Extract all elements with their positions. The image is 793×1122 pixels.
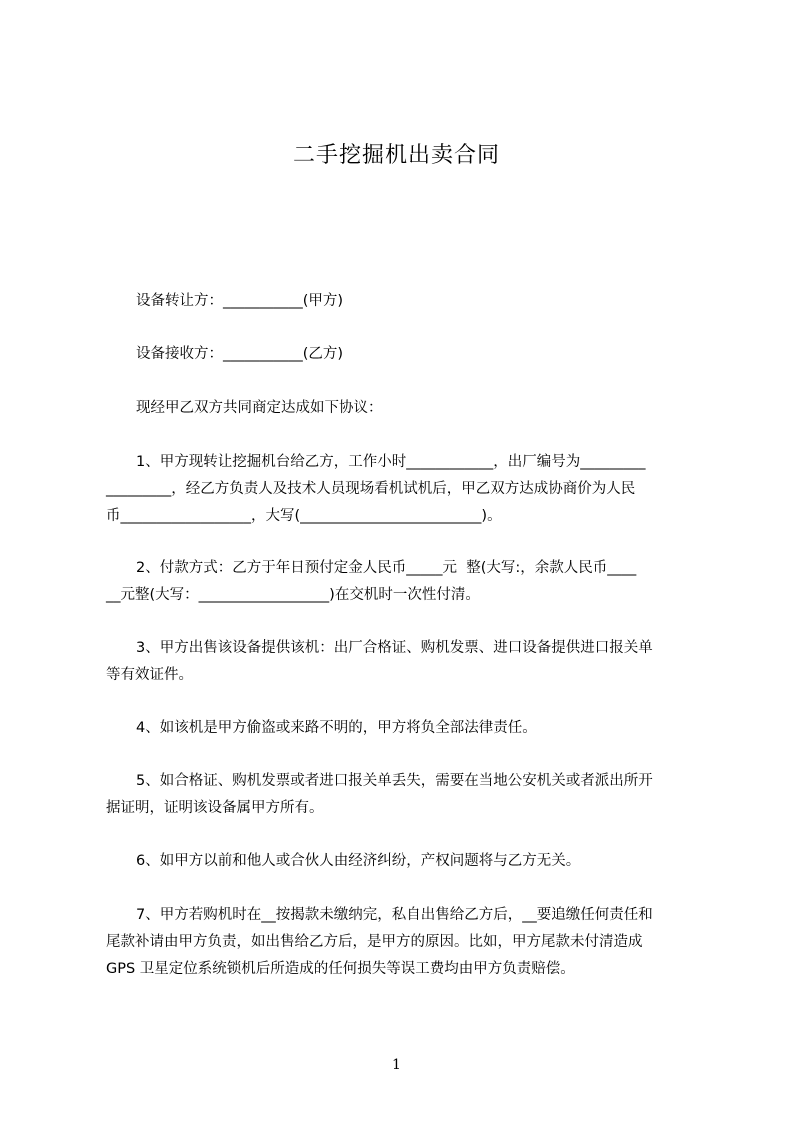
clause-1-line-2: _________，经乙方负责人及技术人员现场看机试机后，甲乙双方达成协商价为人民: [106, 481, 636, 497]
clause-4: 4、如该机是甲方偷盗或来路不明的，甲方将负全部法律责任。: [136, 720, 537, 736]
document-title: 二手挖掘机出卖合同: [292, 143, 500, 168]
clause-1-line-1: 1、甲方现转让挖掘机台给乙方，工作小时____________，出厂编号为_________: [136, 454, 646, 470]
clause-2-line-2: __元整(大写：__________________)在交机时一次性付清。: [106, 587, 480, 603]
transferor-line: 设备转让方：___________(甲方): [136, 293, 344, 309]
clause-5-line-2: 据证明，证明该设备属甲方所有。: [106, 800, 324, 816]
page-number: 1: [392, 1057, 401, 1073]
agreement-intro: 现经甲乙双方共同商定达成如下协议：: [136, 400, 383, 416]
clause-6: 6、如甲方以前和他人或合伙人由经济纠纷，产权问题将与乙方无关。: [136, 853, 581, 869]
clause-7-line-2: 尾款补请由甲方负责，如出售给乙方后，是甲方的原因。比如，甲方尾款未付清造成: [106, 934, 643, 950]
transferee-line: 设备接收方：___________(乙方): [136, 346, 344, 362]
clause-7-line-1: 7、甲方若购机时在__按揭款未缴纳完，私自出售给乙方后，__要追缴任何责任和: [136, 907, 653, 923]
clause-3-line-2: 等有效证件。: [106, 667, 193, 683]
clause-2-line-1: 2、付款方式：乙方于年日预付定金人民币_____元 整(大写:，余款人民币____: [136, 560, 637, 576]
clause-7-line-3: GPS 卫星定位系统锁机后所造成的任何损失等误工费均由甲方负责赔偿。: [106, 961, 575, 977]
clause-1-line-3: 币__________________，大写(_________________________)。: [106, 508, 502, 524]
clause-3-line-1: 3、甲方出售该设备提供该机：出厂合格证、购机发票、进口设备提供进口报关单: [136, 640, 653, 656]
clause-5-line-1: 5、如合格证、购机发票或者进口报关单丢失，需要在当地公安机关或者派出所开: [136, 773, 653, 789]
